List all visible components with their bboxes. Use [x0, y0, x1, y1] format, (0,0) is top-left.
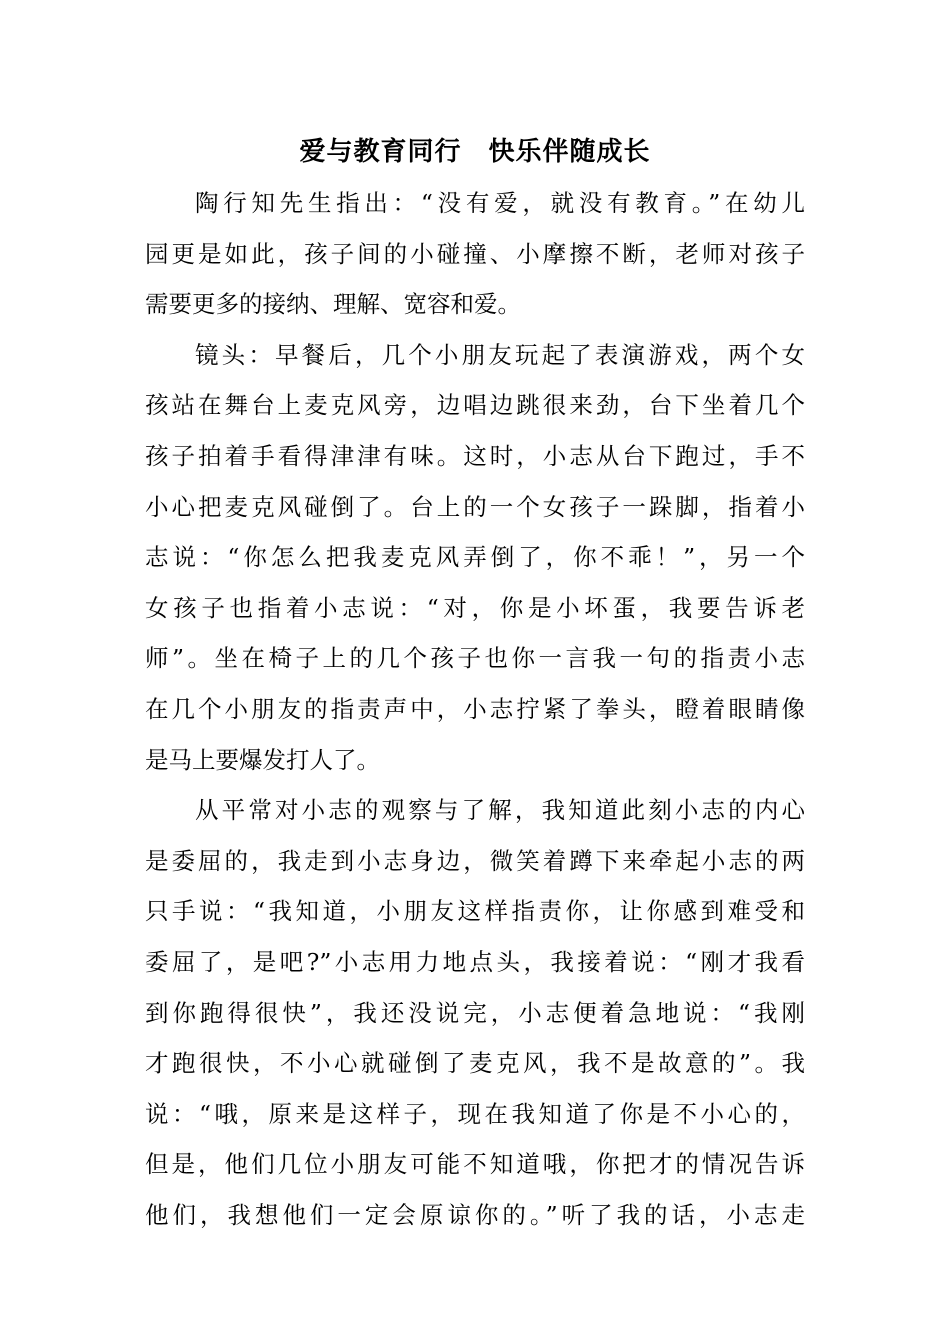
document-body	[145, 178, 805, 1240]
text-line: 是委屈的，我走到小志身边，微笑着蹲下来牵起小志的两	[145, 846, 805, 875]
text-line: 到你跑得很快”，我还没说完，小志便着急地说：“我刚	[145, 998, 805, 1027]
text-line: 需要更多的接纳、理解、宽容和爱。	[145, 290, 521, 319]
text-line: 志说：“你怎么把我麦克风弄倒了，你不乖！”，另一个	[145, 543, 805, 572]
text-line: 从平常对小志的观察与了解，我知道此刻小志的内心	[195, 796, 805, 825]
text-line: 孩站在舞台上麦克风旁，边唱边跳很来劲，台下坐着几个	[145, 391, 805, 420]
document-title: 爱与教育同行 快乐伴随成长	[299, 137, 651, 167]
text-line: 陶行知先生指出：“没有爱，就没有教育。”在幼儿	[195, 189, 805, 217]
text-line: 说：“哦，原来是这样子，现在我知道了你是不小心的，	[145, 1099, 805, 1128]
text-line: 委屈了，是吧?”小志用力地点头，我接着说：“刚才我看	[145, 947, 805, 976]
text-line: 孩子拍着手看得津津有味。这时，小志从台下跑过，手不	[145, 441, 805, 470]
text-line: 女孩子也指着小志说：“对，你是小坏蛋，我要告诉老	[145, 593, 805, 622]
text-line: 但是，他们几位小朋友可能不知道哦，你把才的情况告诉	[145, 1150, 805, 1179]
text-line: 只手说：“我知道，小朋友这样指责你，让你感到难受和	[145, 897, 805, 926]
text-line: 他们，我想他们一定会原谅你的。”听了我的话，小志走	[145, 1200, 805, 1229]
text-line: 园更是如此，孩子间的小碰撞、小摩擦不断，老师对孩子	[145, 239, 805, 268]
text-line: 才跑很快，不小心就碰倒了麦克风，我不是故意的”。我	[145, 1049, 805, 1078]
text-line: 在几个小朋友的指责声中，小志拧紧了拳头，瞪着眼睛像	[145, 694, 805, 723]
text-line: 是马上要爆发打人了。	[145, 745, 380, 774]
text-line: 镜头：早餐后，几个小朋友玩起了表演游戏，两个女	[195, 340, 805, 369]
text-line: 小心把麦克风碰倒了。台上的一个女孩子一跺脚，指着小	[145, 492, 805, 521]
text-line: 师”。坐在椅子上的几个孩子也你一言我一句的指责小志	[145, 644, 805, 673]
